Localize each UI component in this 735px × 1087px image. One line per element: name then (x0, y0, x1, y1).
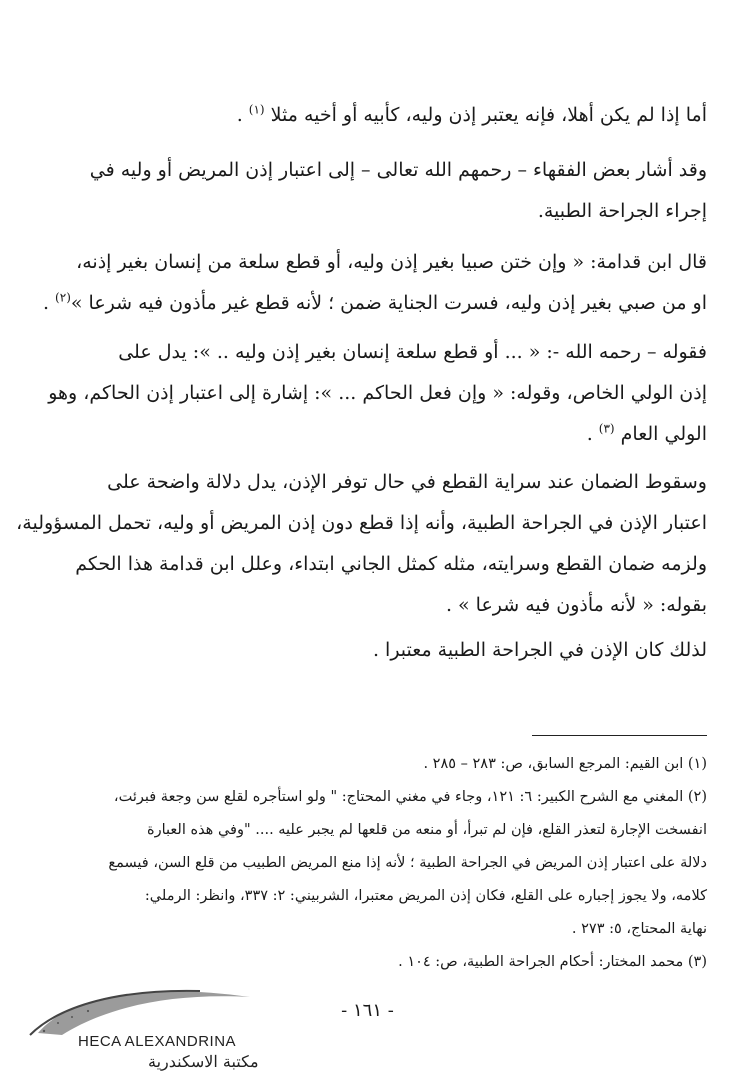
text-line (27, 95, 707, 136)
text-run: . (586, 423, 599, 445)
text-run: أما إذا لم يكن أهلا، فإنه يعتبر إذن وليه، كأبيه أو أخيه مثلا (270, 104, 707, 126)
text-line: لذلك كان الإذن في الجراحة الطبية معتبرا . (372, 639, 707, 661)
text-line: إذن الولي الخاص، وقوله: « وإن فعل الحاكم ... »: إشارة إلى اعتبار إذن الحاكم، وهو (48, 382, 707, 404)
text-line: قال ابن قدامة: « وإن ختن صبيا بغير إذن وليه، أو قطع سلعة من إنسان بغير إذنه، (76, 251, 707, 273)
stamp-text-arabic: مكتبة الاسكندرية (148, 1052, 259, 1071)
paragraph-4 (27, 332, 707, 455)
stamp-text-latin: HECA ALEXANDRINA (78, 1033, 237, 1050)
text-line: نهاية المحتاج، ٥: ٢٧٣ . (571, 921, 707, 937)
text-line: دلالة على اعتبار إذن المريض في الجراحة الطبية ؛ لأنه إذا منع المريض الطبيب من قلع السن، فيسمع (108, 855, 707, 871)
footnote-2 (27, 781, 707, 946)
text-line: (٣) محمد المختار: أحكام الجراحة الطبية، ص: ١٠٤ . (398, 954, 707, 970)
text-run: او من صبي بغير إذن وليه، فسرت الجناية ضمن ؛ لأنه قطع غير مأذون فيه شرعا » (70, 292, 707, 314)
paragraph-1 (27, 95, 707, 136)
page-number: - ١٦١ - (341, 1000, 394, 1021)
footnote-ref-3: (٣) (598, 421, 615, 436)
text-line: بقوله: « لأنه مأذون فيه شرعا » . (445, 594, 707, 616)
paragraph-6 (27, 630, 707, 671)
text-line: اعتبار الإذن في الجراحة الطبية، وأنه إذا قطع دون إذن المريض أو وليه، تحمل المسؤولية، (16, 512, 707, 534)
text-line (27, 414, 707, 455)
text-run: . (236, 104, 249, 126)
footnote-ref-1: (١) (248, 102, 265, 117)
text-line: انفسخت الإجارة لتعذر القلع، فإن لم تبرأ، أو منعه من قلعها لم يجبر عليه .... "وفي هذه العبارة (147, 822, 707, 838)
footnote-divider (532, 735, 707, 736)
text-run: الولي العام (620, 423, 707, 445)
text-line (27, 283, 707, 324)
paragraph-2 (27, 150, 707, 232)
text-line: إجراء الجراحة الطبية. (537, 200, 707, 222)
text-run: . (42, 292, 56, 314)
paragraph-5 (16, 462, 707, 626)
footnote-1 (27, 748, 707, 781)
text-line: وسقوط الضمان عند سراية القطع في حال توفر الإذن، يدل دلالة واضحة على (107, 471, 707, 493)
footnote-ref-2: (٢) (55, 290, 71, 305)
text-line: كلامه، ولا يجوز إجباره على القلع، فكان إذن المريض معتبرا، الشربيني: ٢: ٣٣٧، وانظر: الرملي: (144, 888, 707, 904)
text-line: (٢) المغني مع الشرح الكبير: ٦: ١٢١، وجاء في مغني المحتاج: " ولو استأجره لقلع سن وجعة فبرئت، (113, 789, 707, 805)
text-line: ولزمه ضمان القطع وسرايته، مثله كمثل الجاني ابتداء، وعلل ابن قدامة هذا الحكم (75, 553, 707, 575)
text-line: فقوله – رحمه الله -: « ... أو قطع سلعة إنسان بغير إذن وليه .. »: يدل على (118, 341, 707, 363)
text-line: وقد أشار بعض الفقهاء – رحمهم الله تعالى – إلى اعتبار إذن المريض أو وليه في (89, 159, 707, 181)
paragraph-3 (27, 242, 707, 324)
text-line: (١) ابن القيم: المرجع السابق، ص: ٢٨٣ – ٢٨٥ . (423, 756, 707, 772)
